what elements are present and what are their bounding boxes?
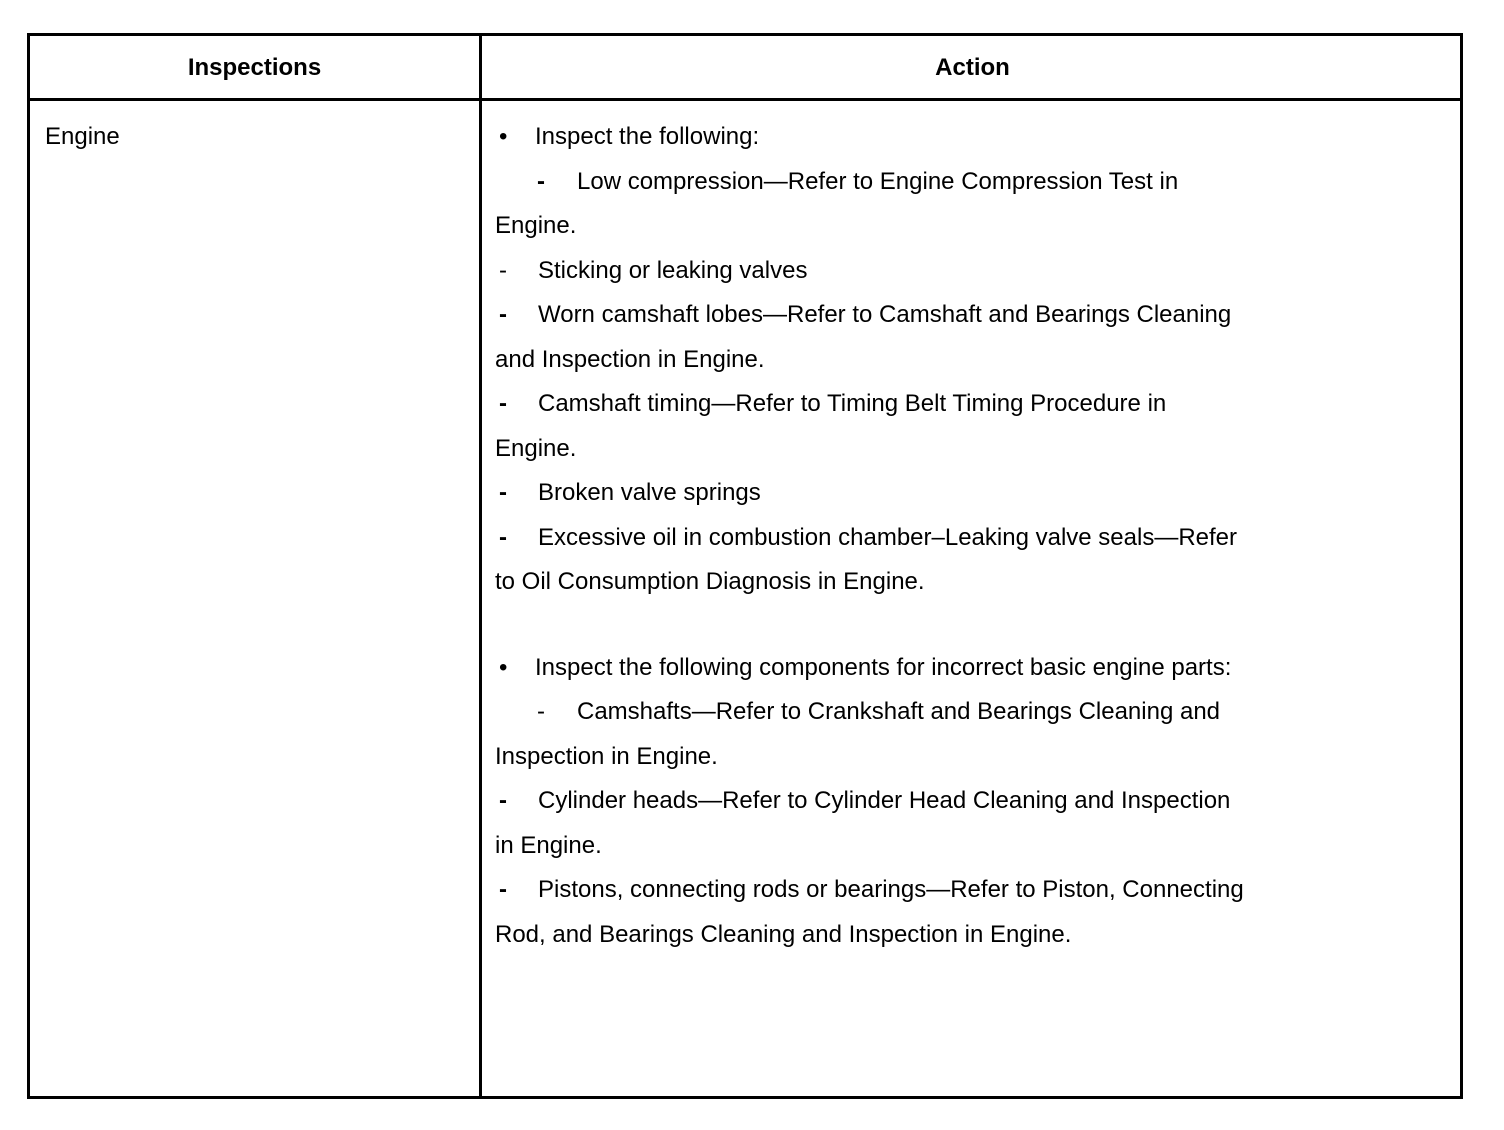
list-item-text: Broken valve springs xyxy=(538,479,761,506)
list-item xyxy=(495,299,1395,344)
dash-marker: - xyxy=(499,390,507,417)
list-item-text: Camshaft timing—Refer to Timing Belt Timing Procedure in xyxy=(538,390,1167,417)
dash-marker: - xyxy=(499,301,507,328)
spacer xyxy=(495,611,1395,652)
list-item xyxy=(495,696,1395,741)
inspection-cell-engine: Engine xyxy=(45,123,120,150)
list-item-text: Inspect the following: xyxy=(535,123,760,150)
list-item-text: Engine. xyxy=(495,434,577,462)
bullet-marker: • xyxy=(499,653,508,681)
list-item-continuation xyxy=(495,210,1395,255)
list-item-text: Inspect the following components for incorrect basic engine parts: xyxy=(535,653,1232,681)
header-inspections: Inspections xyxy=(187,54,322,81)
list-item-continuation xyxy=(495,433,1395,478)
list-item-text: in Engine. xyxy=(495,831,602,859)
dash-marker: - xyxy=(537,167,545,195)
column-divider xyxy=(479,36,482,1096)
list-item xyxy=(495,166,1395,211)
dash-marker: - xyxy=(499,787,507,814)
list-item-text: Pistons, connecting rods or bearings—Refer to Piston, Connecting xyxy=(538,876,1244,903)
list-item-text: to Oil Consumption Diagnosis in Engine. xyxy=(495,568,925,595)
list-item-text: Cylinder heads—Refer to Cylinder Head Cleaning and Inspection xyxy=(538,787,1231,814)
list-item xyxy=(495,121,1395,166)
list-item-text: Excessive oil in combustion chamber–Leaking valve seals—Refer xyxy=(538,523,1237,551)
list-item-continuation xyxy=(495,566,1395,611)
dash-marker: - xyxy=(499,256,507,284)
list-item-continuation xyxy=(495,741,1395,786)
list-item xyxy=(495,785,1395,830)
list-item-continuation xyxy=(495,344,1395,389)
list-item xyxy=(495,255,1395,300)
list-item-text: Rod, and Bearings Cleaning and Inspection in Engine. xyxy=(495,920,1072,948)
list-item-text: Sticking or leaking valves xyxy=(538,256,808,284)
list-item xyxy=(495,522,1395,567)
list-item xyxy=(495,652,1395,697)
list-item-text: Engine. xyxy=(495,212,577,239)
list-item-text: Inspection in Engine. xyxy=(495,742,718,770)
list-item xyxy=(495,477,1395,522)
bullet-marker: • xyxy=(499,123,508,150)
inspection-table xyxy=(27,33,1463,1099)
list-item xyxy=(495,388,1395,433)
dash-marker: - xyxy=(499,876,507,903)
list-item-continuation xyxy=(495,919,1395,964)
dash-marker: - xyxy=(499,479,507,506)
list-item-text: and Inspection in Engine. xyxy=(495,345,765,373)
list-item-continuation xyxy=(495,830,1395,875)
dash-marker: - xyxy=(537,698,545,725)
list-item-text: Worn camshaft lobes—Refer to Camshaft and Bearings Cleaning xyxy=(538,301,1232,328)
dash-marker: - xyxy=(499,523,507,551)
header-action: Action xyxy=(935,54,1010,81)
action-cell-engine xyxy=(495,121,1395,963)
header-rule xyxy=(30,98,1460,101)
list-item-text: Low compression—Refer to Engine Compression Test in xyxy=(577,167,1179,195)
list-item xyxy=(495,874,1395,919)
list-item-text: Camshafts—Refer to Crankshaft and Bearings Cleaning and xyxy=(577,698,1221,725)
